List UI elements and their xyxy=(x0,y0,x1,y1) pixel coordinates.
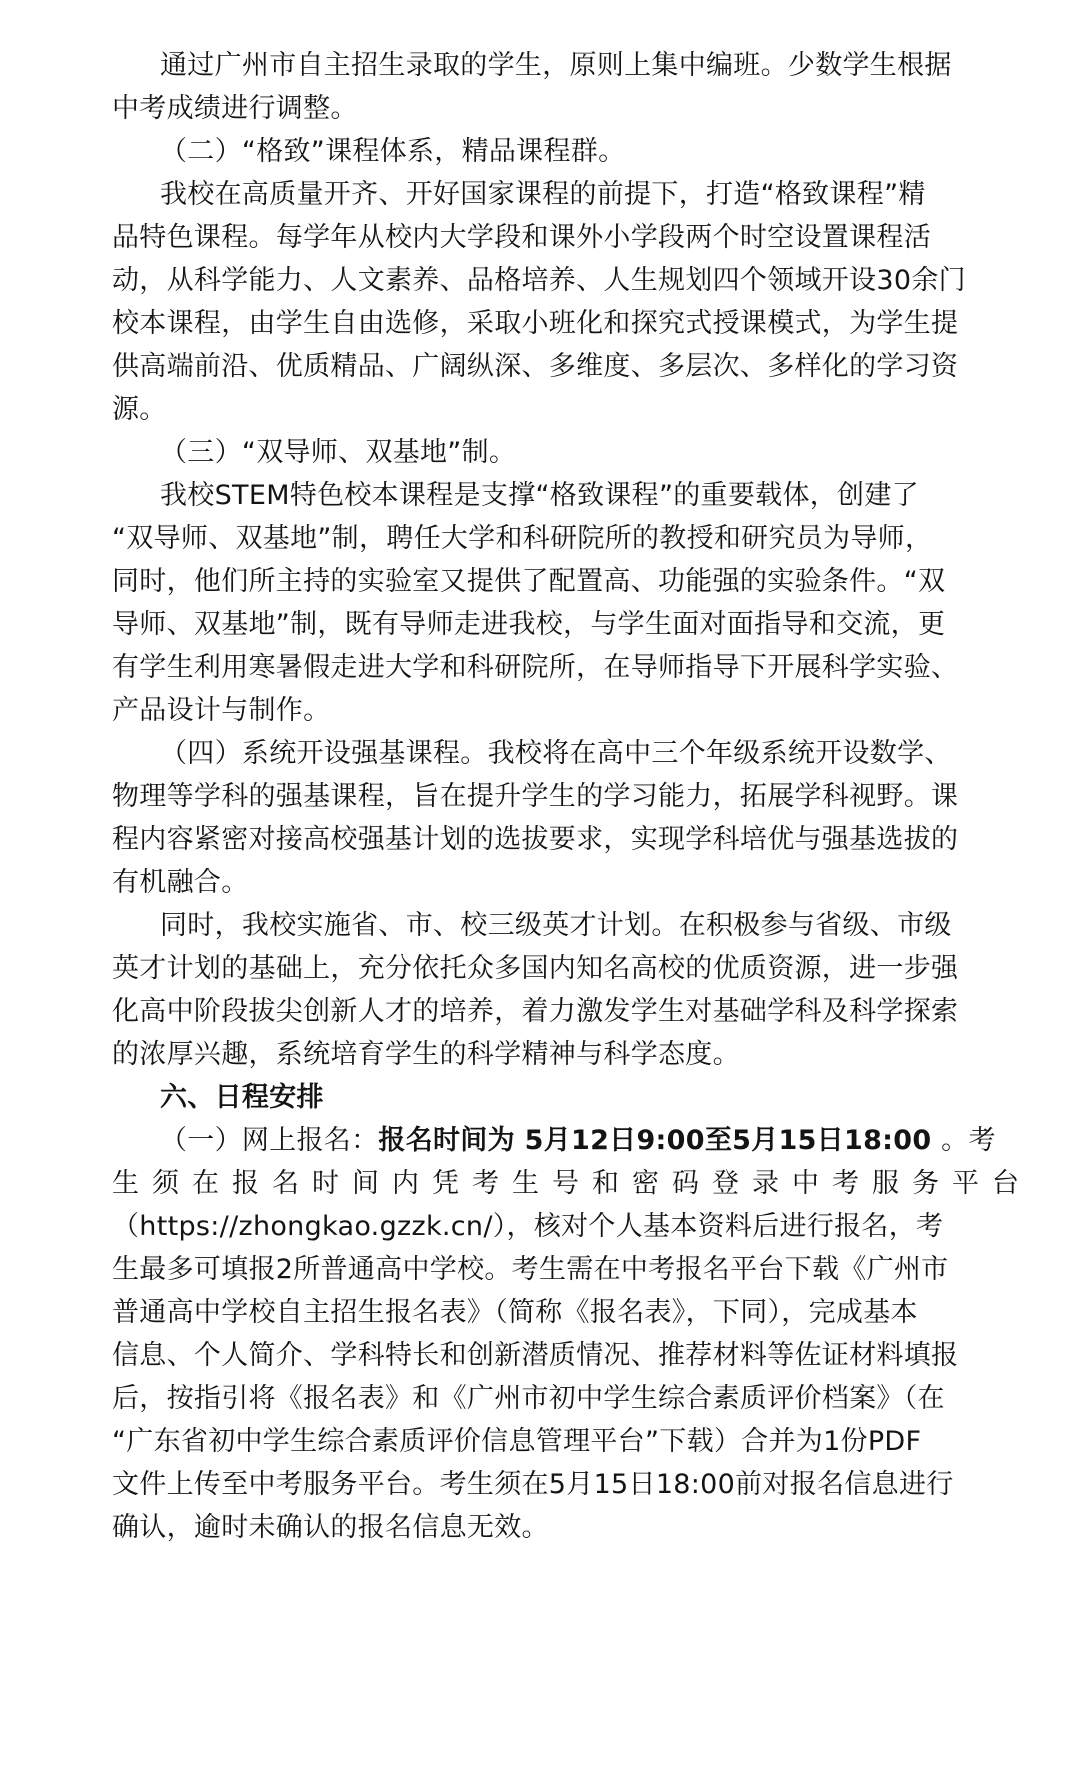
text-line: 动，从科学能力、人文素养、品格培养、人生规划四个领域开设30余门 xyxy=(112,265,966,296)
paragraph-line xyxy=(0,902,1080,950)
section-heading xyxy=(0,429,1080,477)
text-segment: （一）网上报名： xyxy=(160,1125,379,1156)
paragraph-line xyxy=(0,1031,1080,1079)
text-line: 化高中阶段拔尖创新人才的培养，着力激发学生对基础学科及科学探索 xyxy=(112,996,959,1027)
text-line: （二）“格致”课程体系，精品课程群。 xyxy=(160,136,626,167)
paragraph-line xyxy=(0,730,1080,778)
paragraph-line xyxy=(0,300,1080,348)
text-line: 我校STEM特色校本课程是支撑“格致课程”的重要载体，创建了 xyxy=(160,480,919,511)
paragraph-line xyxy=(0,988,1080,1036)
text-line: 后，按指引将《报名表》和《广州市初中学生综合素质评价档案》（在 xyxy=(112,1383,945,1414)
paragraph-line xyxy=(0,644,1080,692)
text-segment: 。考 xyxy=(941,1125,996,1156)
text-line: “广东省初中学生综合素质评价信息管理平台”下载）合并为1份PDF xyxy=(112,1426,922,1457)
paragraph-line xyxy=(0,1203,1080,1251)
paragraph-line xyxy=(0,859,1080,907)
text-line: 产品设计与制作。 xyxy=(112,695,331,726)
paragraph-line xyxy=(0,171,1080,219)
paragraph-line xyxy=(0,1246,1080,1294)
text-line: “双导师、双基地”制，聘任大学和科研院所的教授和研究员为导师， xyxy=(112,523,933,554)
text-line: 供高端前沿、优质精品、广阔纵深、多维度、多层次、多样化的学习资 xyxy=(112,351,959,382)
paragraph-line xyxy=(0,386,1080,434)
text-line: 源。 xyxy=(112,394,167,425)
paragraph-line xyxy=(0,816,1080,864)
text-line: 有学生利用寒暑假走进大学和科研院所，在导师指导下开展科学实验、 xyxy=(112,652,959,683)
text-line: 通过广州市自主招生录取的学生，原则上集中编班。少数学生根据 xyxy=(160,50,952,81)
text-line: 普通高中学校自主招生报名表》（简称《报名表》，下同），完成基本 xyxy=(112,1297,918,1328)
text-line: （四）系统开设强基课程。我校将在高中三个年级系统开设数学、 xyxy=(160,738,952,769)
paragraph-line xyxy=(0,1504,1080,1552)
text-line: 导师、双基地”制，既有导师走进我校，与学生面对面指导和交流，更 xyxy=(112,609,946,640)
text-line: 的浓厚兴趣，系统培育学生的科学精神与科学态度。 xyxy=(112,1039,740,1070)
registration-prefix xyxy=(160,1117,996,1165)
text-line: 生最多可填报2所普通高中学校。考生需在中考报名平台下载《广州市 xyxy=(112,1254,949,1285)
paragraph-line xyxy=(0,343,1080,391)
paragraph-line xyxy=(0,214,1080,262)
text-line: 生须在报名时间内凭考生号和密码登录中考服务平台 xyxy=(112,1168,1032,1199)
paragraph-line xyxy=(0,472,1080,520)
paragraph-line xyxy=(0,1332,1080,1380)
paragraph-line xyxy=(0,1418,1080,1466)
section-heading xyxy=(0,128,1080,176)
text-line: 有机融合。 xyxy=(112,867,249,898)
text-line: 校本课程，由学生自由选修，采取小班化和探究式授课模式，为学生提 xyxy=(112,308,959,339)
paragraph-line xyxy=(0,42,1080,90)
paragraph-line xyxy=(0,558,1080,606)
paragraph-line xyxy=(0,773,1080,821)
text-line: （https://zhongkao.gzzk.cn/），核对个人基本资料后进行报名，考 xyxy=(112,1211,944,1242)
registration-line xyxy=(0,1117,1080,1165)
text-line: 英才计划的基础上，充分依托众多国内知名高校的优质资源，进一步强 xyxy=(112,953,959,984)
paragraph-line xyxy=(0,1160,1080,1208)
paragraph-line xyxy=(0,1461,1080,1509)
text-line: 信息、个人简介、学科特长和创新潜质情况、推荐材料等佐证材料填报 xyxy=(112,1340,959,1371)
paragraph-line xyxy=(0,257,1080,305)
text-line: 品特色课程。每学年从校内大学段和课外小学段两个时空设置课程活 xyxy=(112,222,931,253)
paragraph-line xyxy=(0,945,1080,993)
paragraph-line xyxy=(0,687,1080,735)
text-line: 物理等学科的强基课程，旨在提升学生的学习能力，拓展学科视野。课 xyxy=(112,781,959,812)
text-line: 我校在高质量开齐、开好国家课程的前提下，打造“格致课程”精 xyxy=(160,179,926,210)
text-line: 中考成绩进行调整。 xyxy=(112,93,358,124)
paragraph-line xyxy=(0,601,1080,649)
paragraph-line xyxy=(0,85,1080,133)
text-line: 确认，逾时未确认的报名信息无效。 xyxy=(112,1512,549,1543)
text-line: 程内容紧密对接高校强基计划的选拔要求，实现学科培优与强基选拔的 xyxy=(112,824,959,855)
section-title xyxy=(0,1074,1080,1122)
text-line: 同时，他们所主持的实验室又提供了配置高、功能强的实验条件。“双 xyxy=(112,566,946,597)
paragraph-line xyxy=(0,1289,1080,1337)
paragraph-line xyxy=(0,1375,1080,1423)
registration-time: 报名时间为 5月12日9:00至5月15日18:00 xyxy=(378,1125,942,1156)
text-line: （三）“双导师、双基地”制。 xyxy=(160,437,517,468)
text-line: 文件上传至中考服务平台。考生须在5月15日18:00前对报名信息进行 xyxy=(112,1469,954,1500)
text-line: 六、日程安排 xyxy=(160,1082,324,1113)
paragraph-line xyxy=(0,515,1080,563)
text-line: 同时，我校实施省、市、校三级英才计划。在积极参与省级、市级 xyxy=(160,910,952,941)
